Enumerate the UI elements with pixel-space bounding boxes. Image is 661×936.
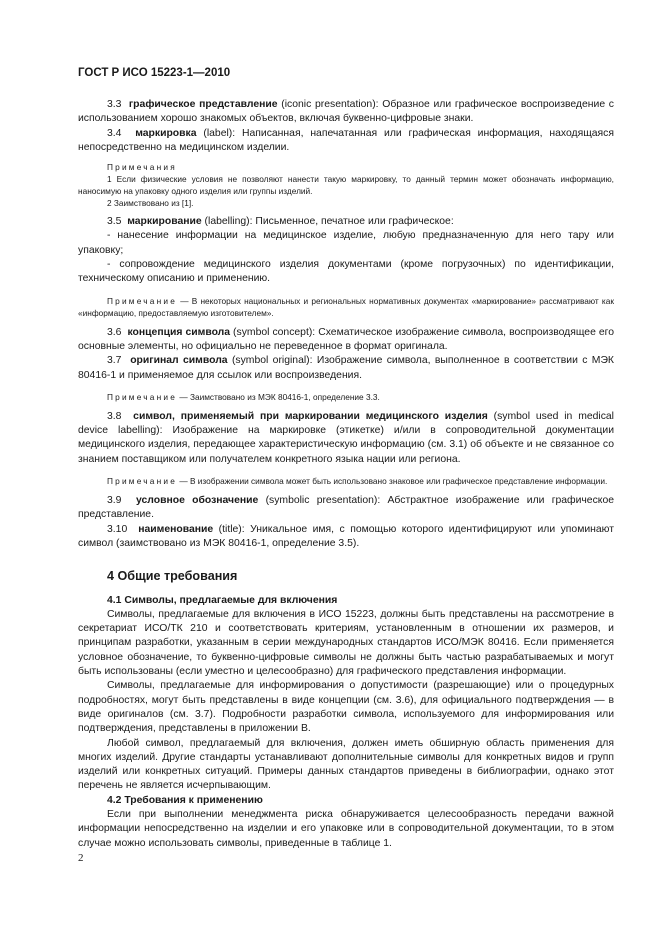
term-definition: (symbolic presentation): Абстрактное изображение или графическое представление. (78, 495, 614, 521)
term-number: 3.7 (107, 355, 122, 367)
paragraph: Символы, предлагаемые для включения в ИСО 15223, должны быть представлены на рассмотрение в секретариат ИСО/ТК 210 и соответствовать критериям, установленным в отношении их размеров, и принципам разработки, указанным в серии международных стандартов ИСО/МЭК 80416. Если применяется условное обозначение, то буквенно-цифровые символы не должны быть частью разрабатываемых и могут быть использованы (если уместно и целесообразно) для графического представления информации. (78, 608, 614, 678)
term-3-4 (78, 127, 614, 156)
term-number: 3.9 (107, 495, 122, 507)
note-text: — В некоторых национальных и региональных нормативных документах «маркирование» рассматривают как «информацию, предоставляемую изготовителем». (78, 295, 614, 318)
paragraph: Любой символ, предлагаемый для включения, должен иметь обширную область применения для многих изделий. Другие стандарты устанавливают дополнительные символы для конкретных видов и групп изделий или конкретных ситуаций. Примеры данных стандартов приведены в библиографии, однако этот перечень не является исчерпывающим. (78, 737, 614, 792)
term-definition: (symbol original): Изображение символа, выполненное в соответствии с МЭК 80416-1 и применяемое для ссылок или воспроизведения. (78, 355, 614, 381)
section-4-heading: 4 Общие требования (107, 569, 238, 584)
page-number: 2 (78, 852, 84, 864)
note-2: 2 Заимствовано из [1]. (107, 198, 194, 209)
term-title: условное обозначение (135, 495, 259, 507)
paragraph: Если при выполнении менеджмента риска обнаруживается целесообразность передачи важной информации непосредственно на изделии и его упаковке или в сопроводительной документации, то в этом случае можно использовать символы, приведенные в таблице 1. (78, 808, 614, 849)
note-3-5 (78, 295, 614, 319)
term-number: 3.3 (107, 99, 122, 110)
list-item-2: - сопровождение медицинского изделия документами (кроме погрузочных) по идентификации, техническому описанию и применению. (78, 259, 614, 285)
term-definition: (title): Уникальное имя, с помощью которого идентифицируют или упоминают символ (заимствовано из МЭК 80416-1, определение 3.5). (78, 523, 614, 549)
term-definition: (label): Написанная, напечатанная или графическая информация, находящаяся непосредственно на медицинском изделии. (78, 127, 614, 153)
term-title: маркировка (135, 127, 197, 139)
note-text: — Заимствовано из МЭК 80416-1, определение 3.3. (177, 391, 380, 402)
term-3-10 (78, 523, 614, 552)
term-title: маркирование (127, 216, 202, 228)
term-3-7 (78, 354, 614, 383)
notes-label: Примечания (107, 162, 177, 173)
note-label: Примечание (107, 391, 178, 402)
note-label: Примечание (107, 295, 178, 306)
term-title: наименование (138, 523, 214, 535)
term-definition: (iconic presentation): Образное или графическое воспроизведение с использованием хорошо знакомых объектов, включая буквенно-цифровые знаки. (78, 99, 614, 125)
term-definition: (symbol concept): Схематическое изображение символа, воспроизводящее его основные элементы, но официально не переведенное в формат оригинала. (78, 326, 614, 352)
term-3-3 (78, 98, 614, 127)
term-number: 3.5 (107, 216, 122, 228)
term-number: 3.4 (107, 127, 122, 139)
note-label: Примечание (107, 476, 178, 487)
note-text: — В изображении символа может быть использовано знаковое или графическое представление информации. (177, 476, 608, 487)
list-item-1: - нанесение информации на медицинское изделие, любую предназначенную для него тару или упаковку; (78, 230, 614, 256)
term-number: 3.10 (107, 523, 128, 535)
document-body (78, 98, 614, 851)
term-title: оригинал символа (130, 355, 228, 367)
term-title: графическое представление (128, 99, 278, 110)
term-number: 3.6 (107, 326, 122, 338)
term-3-5 (78, 215, 614, 229)
term-3-6 (78, 326, 614, 355)
term-3-9 (78, 494, 614, 523)
note-1: 1 Если физические условия не позволяют нанести такую маркировку, то данный термин может обозначать информацию, наносимую на упаковку одного изделия или группы изделий. (78, 174, 614, 197)
term-title: символ, применяемый при маркировании медицинского изделия (133, 410, 488, 422)
term-number: 3.8 (107, 410, 122, 422)
subsection-4-1-heading: 4.1 Символы, предлагаемые для включения (107, 594, 338, 606)
note-3-8 (78, 475, 614, 487)
paragraph: Символы, предлагаемые для информирования о допустимости (разрешающие) или о процедурных подробностях, могут быть представлены в виде концепции (см. 3.6), для официального подтверждения — в виде оригиналов (см. 3.7). Подробности разработки символа, используемого для информирования или подтверждения, представлены в приложении В. (78, 680, 614, 735)
subsection-4-2-heading: 4.2 Требования к применению (107, 794, 263, 806)
document-header: ГОСТ Р ИСО 15223-1—2010 (78, 67, 231, 79)
term-definition: (labelling): Письменное, печатное или графическое: (201, 216, 454, 228)
term-title: концепция символа (127, 326, 231, 338)
term-definition: (symbol used in medical device labelling): Изображение на маркировке (этикетке) и/или в сопроводительной документации медицинского изделия, передающее характеристическую информацию (см. 3.1) об объекте и не связанное со знанием поставщиком или получателем конкретного языка нации или региона. (78, 410, 614, 465)
term-3-8 (78, 410, 614, 467)
note-3-7 (78, 391, 614, 403)
